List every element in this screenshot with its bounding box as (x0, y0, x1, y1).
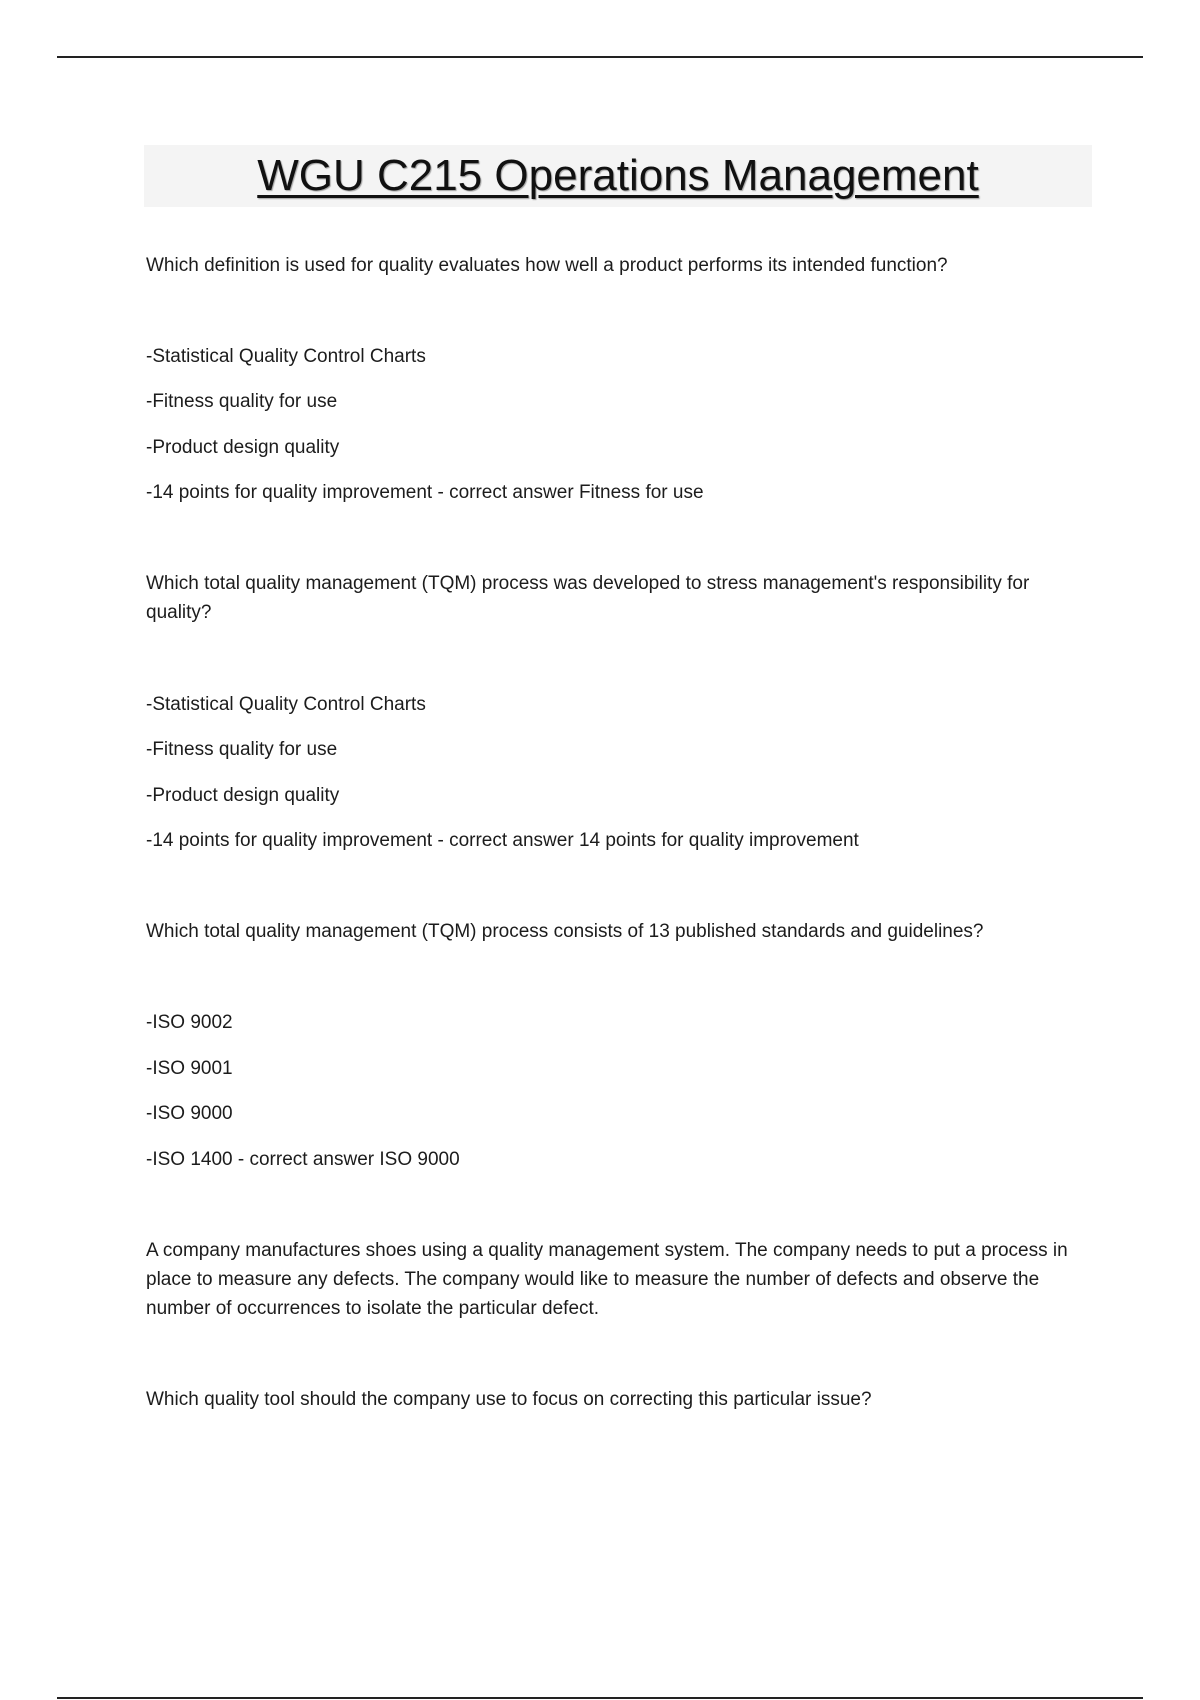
question-1-option-2: -Fitness quality for use (146, 391, 338, 412)
question-2-option-1: -Statistical Quality Control Charts (146, 694, 426, 715)
top-divider (57, 56, 1143, 58)
question-3-option-4: -ISO 1400 - correct answer ISO 9000 (146, 1149, 460, 1170)
question-3-option-3: -ISO 9000 (146, 1103, 233, 1124)
question-1-prompt: Which definition is used for quality evaluates how well a product performs its intended function? (146, 255, 948, 276)
question-2-option-3: -Product design quality (146, 785, 340, 806)
question-2-prompt: Which total quality management (TQM) process was developed to stress management's responsibility for quality? (146, 573, 1030, 623)
question-3-prompt: Which total quality management (TQM) process consists of 13 published standards and guidelines? (146, 921, 984, 942)
question-2-option-2: -Fitness quality for use (146, 739, 338, 760)
question-3-option-2: -ISO 9001 (146, 1058, 233, 1079)
question-1-option-3: -Product design quality (146, 437, 340, 458)
bottom-divider (57, 1697, 1143, 1699)
question-1-option-1: -Statistical Quality Control Charts (146, 346, 426, 367)
question-1-option-4: -14 points for quality improvement - correct answer Fitness for use (146, 482, 704, 503)
page-title: WGU C215 Operations Management (257, 151, 979, 200)
question-4-prompt: Which quality tool should the company use to focus on correcting this particular issue? (146, 1389, 872, 1410)
question-4-scenario: A company manufactures shoes using a quality management system. The company needs to put a process in place to measure any defects. The company would like to measure the number of defects and observe the number of occurrences to isolate the particular defect. (146, 1240, 1068, 1319)
question-2-option-4: -14 points for quality improvement - correct answer 14 points for quality improvement (146, 830, 859, 851)
question-3-option-1: -ISO 9002 (146, 1012, 233, 1033)
